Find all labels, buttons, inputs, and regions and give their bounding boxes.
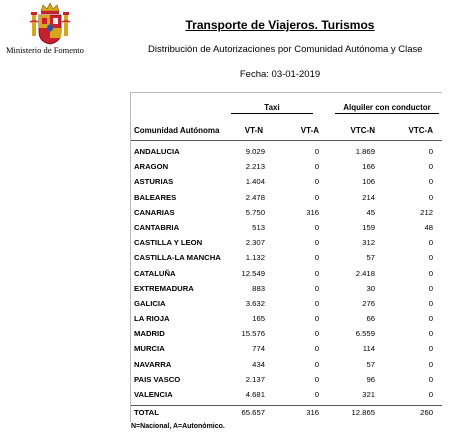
cell-vtn: 12.549 xyxy=(241,268,265,278)
report-subtitle: Distribución de Autorizaciones por Comunidad Autónoma y Clase xyxy=(148,44,423,55)
cell-vtca: 0 xyxy=(428,344,433,354)
table-row xyxy=(131,205,442,220)
table-row xyxy=(131,326,442,341)
cell-vtcn: 57 xyxy=(366,253,375,263)
community-name: BALEARES xyxy=(134,192,177,202)
cell-vtca: 0 xyxy=(428,192,433,202)
table-row xyxy=(131,190,442,205)
cell-vtcn: 2.418 xyxy=(355,268,375,278)
community-name: CASTILLA Y LEON xyxy=(134,238,203,248)
cell-vtn: 9.029 xyxy=(245,147,265,156)
cell-vtca: 0 xyxy=(428,162,433,172)
cell-vtcn: 114 xyxy=(362,344,375,354)
table-row xyxy=(131,341,442,356)
cell-vta: 0 xyxy=(314,192,319,202)
cell-vta: 0 xyxy=(314,222,319,232)
cell-vta: 0 xyxy=(314,359,319,369)
cell-vta: 0 xyxy=(314,253,319,263)
cell-vtcn: 214 xyxy=(362,192,375,202)
cell-vta: 0 xyxy=(314,390,319,399)
column-header-vtcn: VTC-N xyxy=(350,126,375,135)
community-name: MURCIA xyxy=(134,344,165,354)
cell-vtca: 0 xyxy=(428,374,433,384)
cell-vtca: 0 xyxy=(428,177,433,187)
cell-vta: 0 xyxy=(314,374,319,384)
community-name: EXTREMADURA xyxy=(134,283,194,293)
cell-vtca: 0 xyxy=(428,253,433,263)
group-header-taxi: Taxi xyxy=(231,103,313,114)
cell-vta: 0 xyxy=(314,162,319,172)
cell-vtcn: 6.559 xyxy=(355,329,375,339)
table-row xyxy=(131,235,442,250)
community-name: ARAGON xyxy=(134,162,169,172)
table-row xyxy=(131,372,442,387)
cell-vta: 316 xyxy=(306,207,319,217)
table-row xyxy=(131,159,442,174)
cell-vtcn: 312 xyxy=(362,238,375,248)
cell-vtn: 434 xyxy=(252,359,265,369)
cell-vtn: 15.576 xyxy=(241,329,265,339)
table-row xyxy=(131,296,442,311)
cell-vtcn: 66 xyxy=(366,314,375,324)
cell-vtca: 0 xyxy=(428,390,433,399)
community-name: ASTURIAS xyxy=(134,177,174,187)
table-row xyxy=(131,311,442,326)
cell-vta: 0 xyxy=(314,298,319,308)
ministry-name: Ministerio de Fomento xyxy=(6,45,84,55)
community-name: PAIS VASCO xyxy=(134,374,181,384)
cell-vtcn: 276 xyxy=(362,298,375,308)
cell-vtca: 0 xyxy=(428,283,433,293)
authorizations-table xyxy=(130,92,442,422)
table-row xyxy=(131,250,442,265)
cell-vtcn: 96 xyxy=(366,374,375,384)
cell-vtca: 0 xyxy=(428,238,433,248)
community-name: VALENCIA xyxy=(134,390,173,399)
cell-vtca: 48 xyxy=(424,222,433,232)
column-header-vtn: VT-N xyxy=(244,126,263,135)
total-vtca: 260 xyxy=(420,408,433,417)
total-vtn: 65.657 xyxy=(241,408,265,417)
cell-vtca: 0 xyxy=(428,298,433,308)
report-title: Transporte de Viajeros. Turismos xyxy=(185,18,375,32)
group-header-alquiler: Alquiler con conductor xyxy=(335,103,439,114)
cell-vta: 0 xyxy=(314,268,319,278)
cell-vtn: 5.750 xyxy=(245,207,265,217)
column-header-vtca: VTC-A xyxy=(408,126,433,135)
total-vtcn: 12.865 xyxy=(351,408,375,417)
cell-vta: 0 xyxy=(314,147,319,156)
cell-vtca: 0 xyxy=(428,329,433,339)
cell-vta: 0 xyxy=(314,283,319,293)
column-header-community: Comunidad Autónoma xyxy=(134,126,220,135)
cell-vtcn: 1.869 xyxy=(355,147,375,156)
total-vta: 316 xyxy=(306,408,319,417)
community-name: CATALUÑA xyxy=(134,268,176,278)
cell-vta: 0 xyxy=(314,177,319,187)
cell-vtcn: 166 xyxy=(362,162,375,172)
cell-vtcn: 321 xyxy=(362,390,375,399)
footnote: N=Nacional, A=Autonómico. xyxy=(131,423,225,430)
table-row xyxy=(131,174,442,189)
cell-vtca: 0 xyxy=(428,314,433,324)
cell-vtcn: 57 xyxy=(366,359,375,369)
cell-vta: 0 xyxy=(314,329,319,339)
community-name: CASTILLA-LA MANCHA xyxy=(134,253,221,263)
table-row xyxy=(131,387,442,402)
cell-vta: 0 xyxy=(314,314,319,324)
cell-vtca: 0 xyxy=(428,268,433,278)
total-label: TOTAL xyxy=(134,408,159,417)
cell-vtca: 212 xyxy=(420,207,433,217)
community-name: GALICIA xyxy=(134,298,166,308)
cell-vtn: 2.307 xyxy=(245,238,265,248)
cell-vtcn: 45 xyxy=(366,207,375,217)
table-body xyxy=(131,144,442,402)
table-row xyxy=(131,220,442,235)
cell-vtca: 0 xyxy=(428,359,433,369)
cell-vtn: 3.632 xyxy=(245,298,265,308)
header-divider xyxy=(131,140,442,141)
total-row xyxy=(131,406,442,420)
table-row xyxy=(131,357,442,372)
cell-vtn: 774 xyxy=(252,344,265,354)
cell-vtn: 1.132 xyxy=(245,253,265,263)
community-name: CANTABRIA xyxy=(134,222,180,232)
cell-vtcn: 106 xyxy=(362,177,375,187)
community-name: LA RIOJA xyxy=(134,314,170,324)
table-row xyxy=(131,266,442,281)
cell-vtca: 0 xyxy=(428,147,433,156)
column-header-vta: VT-A xyxy=(300,126,319,135)
table-row xyxy=(131,281,442,296)
community-name: ANDALUCIA xyxy=(134,147,180,156)
community-name: NAVARRA xyxy=(134,359,172,369)
community-name: CANARIAS xyxy=(134,207,175,217)
cell-vtcn: 159 xyxy=(362,222,375,232)
coat-of-arms-icon xyxy=(30,2,70,46)
cell-vtn: 2.213 xyxy=(245,162,265,172)
cell-vtn: 2.478 xyxy=(245,192,265,202)
cell-vtn: 4.681 xyxy=(245,390,265,399)
cell-vtn: 513 xyxy=(252,222,265,232)
cell-vtn: 1.404 xyxy=(245,177,265,187)
cell-vtn: 2.137 xyxy=(245,374,265,384)
cell-vta: 0 xyxy=(314,238,319,248)
cell-vtn: 165 xyxy=(252,314,265,324)
cell-vtn: 883 xyxy=(252,283,265,293)
table-row xyxy=(131,144,442,159)
cell-vtcn: 30 xyxy=(366,283,375,293)
community-name: MADRID xyxy=(134,329,165,339)
report-date: Fecha: 03-01-2019 xyxy=(239,69,321,80)
cell-vta: 0 xyxy=(314,344,319,354)
